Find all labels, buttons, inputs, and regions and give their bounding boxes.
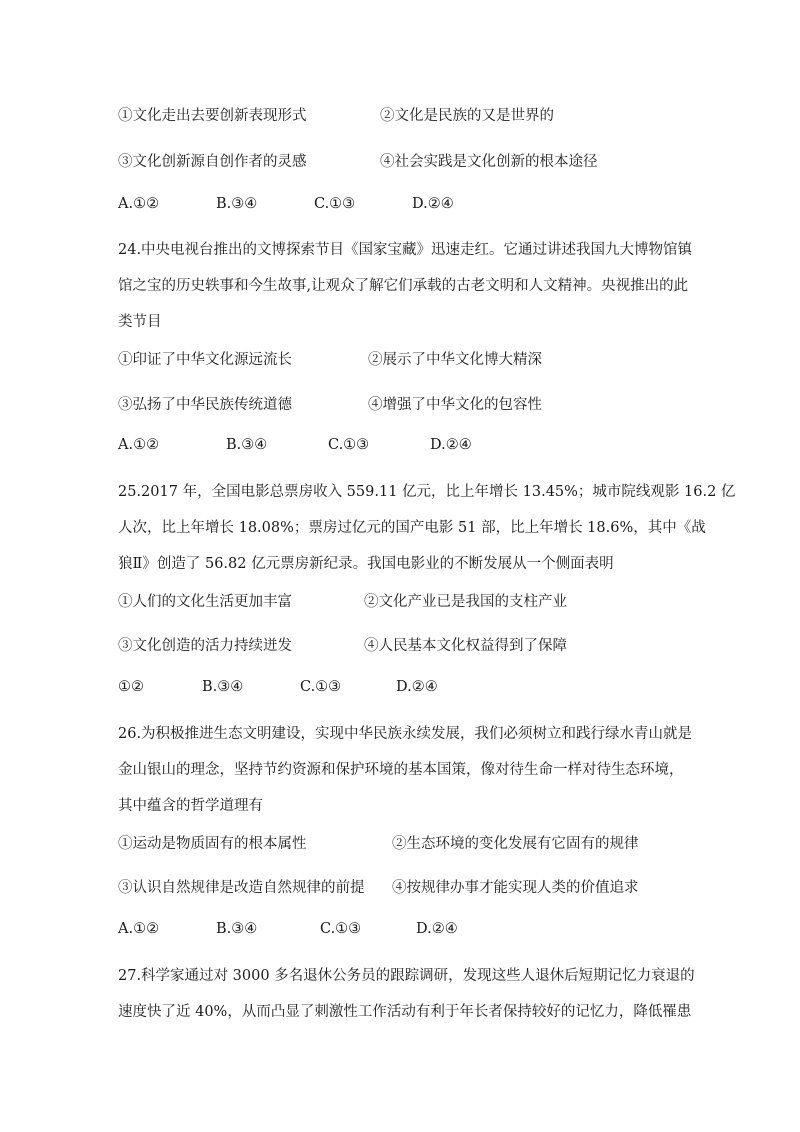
q25-choice-d: D.②④ <box>396 679 438 695</box>
q26-option-2: ②生态环境的变化发展有它固有的规律 <box>392 836 639 852</box>
q25-stem-line: 狼Ⅱ》创造了 56.82 亿元票房新纪录。我国电影业的不断发展从一个侧面表明 <box>118 556 614 572</box>
q27-stem <box>118 958 695 1030</box>
q25-option-4: ④人民基本文化权益得到了保障 <box>364 638 567 654</box>
q26-option-4: ④按规律办事才能实现人类的价值追求 <box>392 880 639 896</box>
q24-stem <box>118 232 693 340</box>
q26-stem <box>118 716 693 824</box>
q25-choice-b: B.③④ <box>202 679 244 695</box>
q24-choice-c: C.①③ <box>328 437 370 453</box>
q25-stem <box>118 474 736 582</box>
q26-stem-line: 26.为积极推进生态文明建设，实现中华民族永续发展，我们必须树立和践行绿水青山就是 <box>118 726 693 742</box>
q23-option-3: ③文化创新源自创作者的灵感 <box>118 154 307 170</box>
q25-choice-c: C.①③ <box>300 679 342 695</box>
q24-stem-line: 类节目 <box>118 314 162 330</box>
q25-choice-a: ①② <box>118 679 144 695</box>
q25-option-2: ②文化产业已是我国的支柱产业 <box>364 594 567 610</box>
q24-option-4: ④增强了中华文化的包容性 <box>368 397 542 413</box>
q26-stem-line: 金山银山的理念，坚持节约资源和保护环境的基本国策，像对待生命一样对待生态环境， <box>118 762 684 778</box>
q24-stem-line: 馆之宝的历史轶事和今生故事,让观众了解它们承载的古老文明和人文精神。央视推出的此 <box>118 278 689 294</box>
q23-choice-c: C.①③ <box>314 196 356 212</box>
q25-stem-line: 25.2017 年，全国电影总票房收入 559.11 亿元，比上年增长 13.45%；城市院线观影 16.2 亿 <box>118 484 736 500</box>
q24-option-3: ③弘扬了中华民族传统道德 <box>118 397 292 413</box>
q26-choice-d: D.②④ <box>416 921 458 937</box>
q27-stem-line: 27.科学家通过对 3000 多名退休公务员的跟踪调研，发现这些人退休后短期记忆力衰退的 <box>118 968 695 984</box>
q26-choice-c: C.①③ <box>320 921 362 937</box>
q23-choice-d: D.②④ <box>412 196 454 212</box>
q25-option-3: ③文化创造的活力持续迸发 <box>118 638 292 654</box>
q23-option-4: ④社会实践是文化创新的根本途径 <box>380 154 598 170</box>
q26-option-1: ①运动是物质固有的根本属性 <box>118 836 307 852</box>
q24-option-2: ②展示了中华文化博大精深 <box>368 352 542 368</box>
q27-stem-line: 速度快了近 40%，从而凸显了刺激性工作活动有利于年长者保持较好的记忆力，降低罹患 <box>118 1004 692 1020</box>
q26-choice-a: A.①② <box>118 921 160 937</box>
q25-option-1: ①人们的文化生活更加丰富 <box>118 594 292 610</box>
q23-choice-a: A.①② <box>118 196 160 212</box>
q24-choice-b: B.③④ <box>226 437 268 453</box>
q26-option-3: ③认识自然规律是改造自然规律的前提 <box>118 880 365 896</box>
q26-stem-line: 其中蕴含的哲学道理有 <box>118 798 263 814</box>
q24-choice-d: D.②④ <box>430 437 472 453</box>
q24-stem-line: 24.中央电视台推出的文博探索节目《国家宝藏》迅速走红。它通过讲述我国九大博物馆镇 <box>118 242 693 258</box>
q23-option-2: ②文化是民族的又是世界的 <box>380 108 554 124</box>
q25-stem-line: 人次，比上年增长 18.08%；票房过亿元的国产电影 51 部，比上年增长 18.6%，其中《战 <box>118 520 706 536</box>
q23-choice-b: B.③④ <box>216 196 258 212</box>
q23-option-1: ①文化走出去要创新表现形式 <box>118 108 307 124</box>
q26-choice-b: B.③④ <box>216 921 258 937</box>
q24-choice-a: A.①② <box>118 437 160 453</box>
q24-option-1: ①印证了中华文化源远流长 <box>118 352 292 368</box>
